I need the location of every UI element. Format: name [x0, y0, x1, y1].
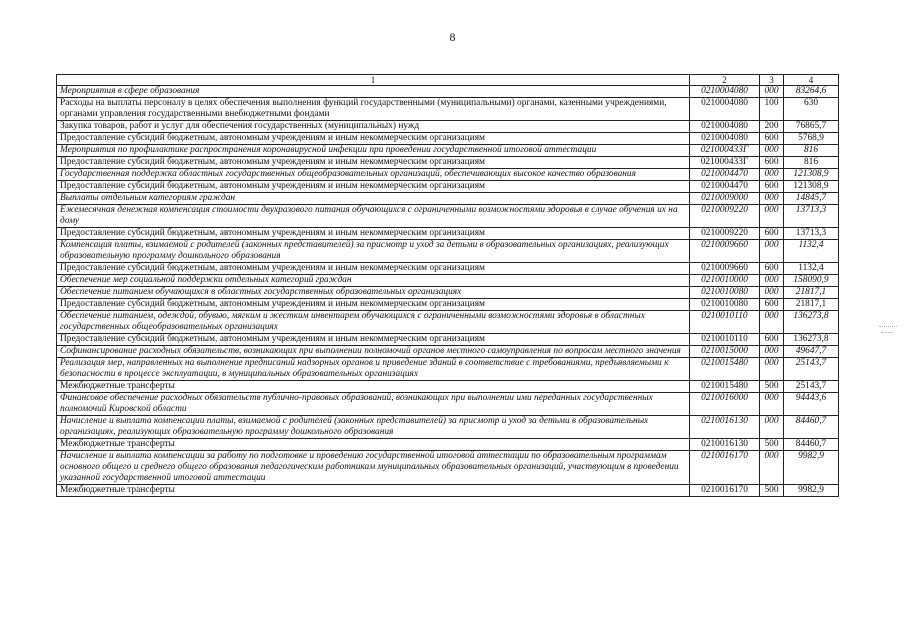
row-code: 0210010110 [690, 311, 760, 334]
row-amount: 84460,7 [784, 416, 839, 439]
row-amount: 9982,9 [784, 451, 839, 485]
table-row [57, 133, 839, 145]
table-row [57, 311, 839, 334]
row-amount: 816 [784, 157, 839, 169]
row-type: 000 [760, 358, 784, 381]
row-amount: 630 [784, 98, 839, 121]
row-amount: 21817,1 [784, 287, 839, 299]
row-name: Предоставление субсидий бюджетным, автономным учреждениям и иным некоммерческим организациям [57, 263, 690, 275]
row-code: 0210009660 [690, 263, 760, 275]
row-code: 0210009220 [690, 228, 760, 240]
row-name: Межбюджетные трансферты [57, 439, 690, 451]
page-number: 8 [449, 30, 456, 44]
table-row [57, 334, 839, 346]
row-code: 0210016130 [690, 416, 760, 439]
table-row [57, 98, 839, 121]
row-name: Начисление и выплата компенсации за работу по подготовке и проведению государственной итоговой аттестации по образовательным программам основного общего и среднего общего образования педагогическим работникам муниципальных образовательных организаций, участвующим в проведении указанной государственной итоговой аттестации [57, 451, 690, 485]
row-type: 000 [760, 145, 784, 157]
row-code: 0210004080 [690, 86, 760, 98]
row-name: Финансовое обеспечение расходных обязательств публично-правовых образований, возникающих при выполнении ими переданных государственных полномочий Кировской области [57, 393, 690, 416]
table-row [57, 451, 839, 485]
table-row [57, 299, 839, 311]
table-row [57, 169, 839, 181]
row-name: Предоставление субсидий бюджетным, автономным учреждениям и иным некоммерческим организациям [57, 133, 690, 145]
row-code: 0210010080 [690, 299, 760, 311]
table-row [57, 263, 839, 275]
row-type: 000 [760, 205, 784, 228]
table-row [57, 157, 839, 169]
row-amount: 25143,7 [784, 358, 839, 381]
row-type: 600 [760, 263, 784, 275]
row-type: 600 [760, 334, 784, 346]
column-header-3: 3 [760, 75, 784, 86]
row-amount: 76865,7 [784, 121, 839, 133]
row-type: 000 [760, 240, 784, 263]
table-row [57, 416, 839, 439]
row-code: 021000433Г [690, 145, 760, 157]
row-code: 0210009220 [690, 205, 760, 228]
table-row [57, 193, 839, 205]
table-row [57, 358, 839, 381]
row-code: 0210010110 [690, 334, 760, 346]
row-code: 0210016130 [690, 439, 760, 451]
table-row [57, 181, 839, 193]
row-name: Обеспечение питанием обучающихся в областных государственных образовательных организациях [57, 287, 690, 299]
table-row [57, 346, 839, 358]
row-name: Обеспечение мер социальной поддержки отдельных категорий граждан [57, 275, 690, 287]
row-amount: 9982,9 [784, 485, 839, 497]
table-row [57, 439, 839, 451]
row-code: 0210016170 [690, 451, 760, 485]
table-row [57, 205, 839, 228]
row-code: 0210004470 [690, 169, 760, 181]
row-name: Предоставление субсидий бюджетным, автономным учреждениям и иным некоммерческим организациям [57, 157, 690, 169]
row-type: 200 [760, 121, 784, 133]
row-name: Софинансирование расходных обязательств, возникающих при выполнении полномочий органов местного самоуправления по вопросам местного значения [57, 346, 690, 358]
row-type: 000 [760, 275, 784, 287]
row-code: 021000433Г [690, 157, 760, 169]
row-name: Расходы на выплаты персоналу в целях обеспечения выполнения функций государственными (муниципальными) органами, казенными учреждениями, органами управления государственными внебюджетными фондами [57, 98, 690, 121]
row-code: 0210010080 [690, 287, 760, 299]
table-header-row [57, 75, 839, 86]
row-name: Мероприятия в сфере образования [57, 86, 690, 98]
row-amount: 94443,6 [784, 393, 839, 416]
row-type: 000 [760, 169, 784, 181]
row-amount: 13713,3 [784, 228, 839, 240]
row-amount: 13713,3 [784, 205, 839, 228]
row-type: 000 [760, 393, 784, 416]
row-name: Начисление и выплата компенсации платы, взимаемой с родителей (законных представителей) за присмотр и уход за детьми в образовательных организациях, реализующих образовательную программу дошкольного образования [57, 416, 690, 439]
row-type: 600 [760, 181, 784, 193]
row-amount: 25143,7 [784, 381, 839, 393]
table-row [57, 393, 839, 416]
row-type: 000 [760, 287, 784, 299]
row-name: Предоставление субсидий бюджетным, автономным учреждениям и иным некоммерческим организациям [57, 228, 690, 240]
row-amount: 121308,9 [784, 181, 839, 193]
row-amount: 121308,9 [784, 169, 839, 181]
row-code: 0210004080 [690, 98, 760, 121]
row-name: Предоставление субсидий бюджетным, автономным учреждениям и иным некоммерческим организациям [57, 299, 690, 311]
table-row [57, 381, 839, 393]
table-row [57, 240, 839, 263]
table-row [57, 121, 839, 133]
row-type: 000 [760, 86, 784, 98]
row-code: 0210009660 [690, 240, 760, 263]
row-type: 000 [760, 311, 784, 334]
row-type: 600 [760, 228, 784, 240]
row-name: Компенсация платы, взимаемой с родителей (законных представителей) за присмотр и уход за детьми в образовательных организациях, реализующих образовательную программу дошкольного образования [57, 240, 690, 263]
row-amount: 136273,8 [784, 334, 839, 346]
row-amount: 83264,6 [784, 86, 839, 98]
row-name: Обеспечение питанием, одеждой, обувью, мягким и жестким инвентарем обучающихся с ограниченными возможностями здоровья в областных государственных общеобразовательных организациях [57, 311, 690, 334]
row-code: 0210004080 [690, 121, 760, 133]
row-name: Мероприятия по профилактике распространения коронавирусной инфекции при проведении государственной итоговой аттестации [57, 145, 690, 157]
row-name: Межбюджетные трансферты [57, 485, 690, 497]
row-amount: 158090,9 [784, 275, 839, 287]
row-amount: 1132,4 [784, 263, 839, 275]
row-name: Закупка товаров, работ и услуг для обеспечения государственных (муниципальных) нужд [57, 121, 690, 133]
table-row [57, 485, 839, 497]
row-name: Предоставление субсидий бюджетным, автономным учреждениям и иным некоммерческим организациям [57, 334, 690, 346]
column-header-2: 2 [690, 75, 760, 86]
table-row [57, 145, 839, 157]
table-row [57, 287, 839, 299]
row-type: 600 [760, 157, 784, 169]
row-type: 000 [760, 416, 784, 439]
table-row [57, 228, 839, 240]
row-code: 0210015000 [690, 346, 760, 358]
row-type: 500 [760, 439, 784, 451]
budget-table [56, 74, 839, 497]
row-name: Государственная поддержка областных государственных общеобразовательных организаций, обеспечивающих высокое качество образования [57, 169, 690, 181]
row-type: 000 [760, 451, 784, 485]
row-code: 0210010000 [690, 275, 760, 287]
row-amount: 136273,8 [784, 311, 839, 334]
row-type: 100 [760, 98, 784, 121]
row-type: 000 [760, 193, 784, 205]
row-name: Реализация мер, направленных на выполнение предписаний надзорных органов и приведение зданий в соответствие с требованиями, предъявляемыми к безопасности в процессе эксплуатации, в муниципальных образовательных организациях [57, 358, 690, 381]
table-row [57, 275, 839, 287]
row-name: Межбюджетные трансферты [57, 381, 690, 393]
row-code: 0210009000 [690, 193, 760, 205]
row-name: Выплаты отдельным категориям граждан [57, 193, 690, 205]
row-code: 0210016000 [690, 393, 760, 416]
column-header-4: 4 [784, 75, 839, 86]
column-header-1: 1 [57, 75, 690, 86]
row-code: 0210015480 [690, 381, 760, 393]
row-amount: 816 [784, 145, 839, 157]
row-amount: 5768,9 [784, 133, 839, 145]
row-type: 600 [760, 299, 784, 311]
row-code: 0210004470 [690, 181, 760, 193]
row-amount: 14845,7 [784, 193, 839, 205]
row-type: 500 [760, 485, 784, 497]
row-name: Ежемесячная денежная компенсация стоимости двухразового питания обучающихся с ограниченными возможностями здоровья в случае обучения их на дому [57, 205, 690, 228]
row-name: Предоставление субсидий бюджетным, автономным учреждениям и иным некоммерческим организациям [57, 181, 690, 193]
row-type: 500 [760, 381, 784, 393]
row-code: 0210016170 [690, 485, 760, 497]
row-type: 000 [760, 346, 784, 358]
row-amount: 1132,4 [784, 240, 839, 263]
table-row [57, 86, 839, 98]
row-code: 0210004080 [690, 133, 760, 145]
row-amount: 84460,7 [784, 439, 839, 451]
row-amount: 49647,7 [784, 346, 839, 358]
row-code: 0210015480 [690, 358, 760, 381]
row-amount: 21817,1 [784, 299, 839, 311]
row-type: 600 [760, 133, 784, 145]
scan-edge-mark [879, 326, 897, 341]
